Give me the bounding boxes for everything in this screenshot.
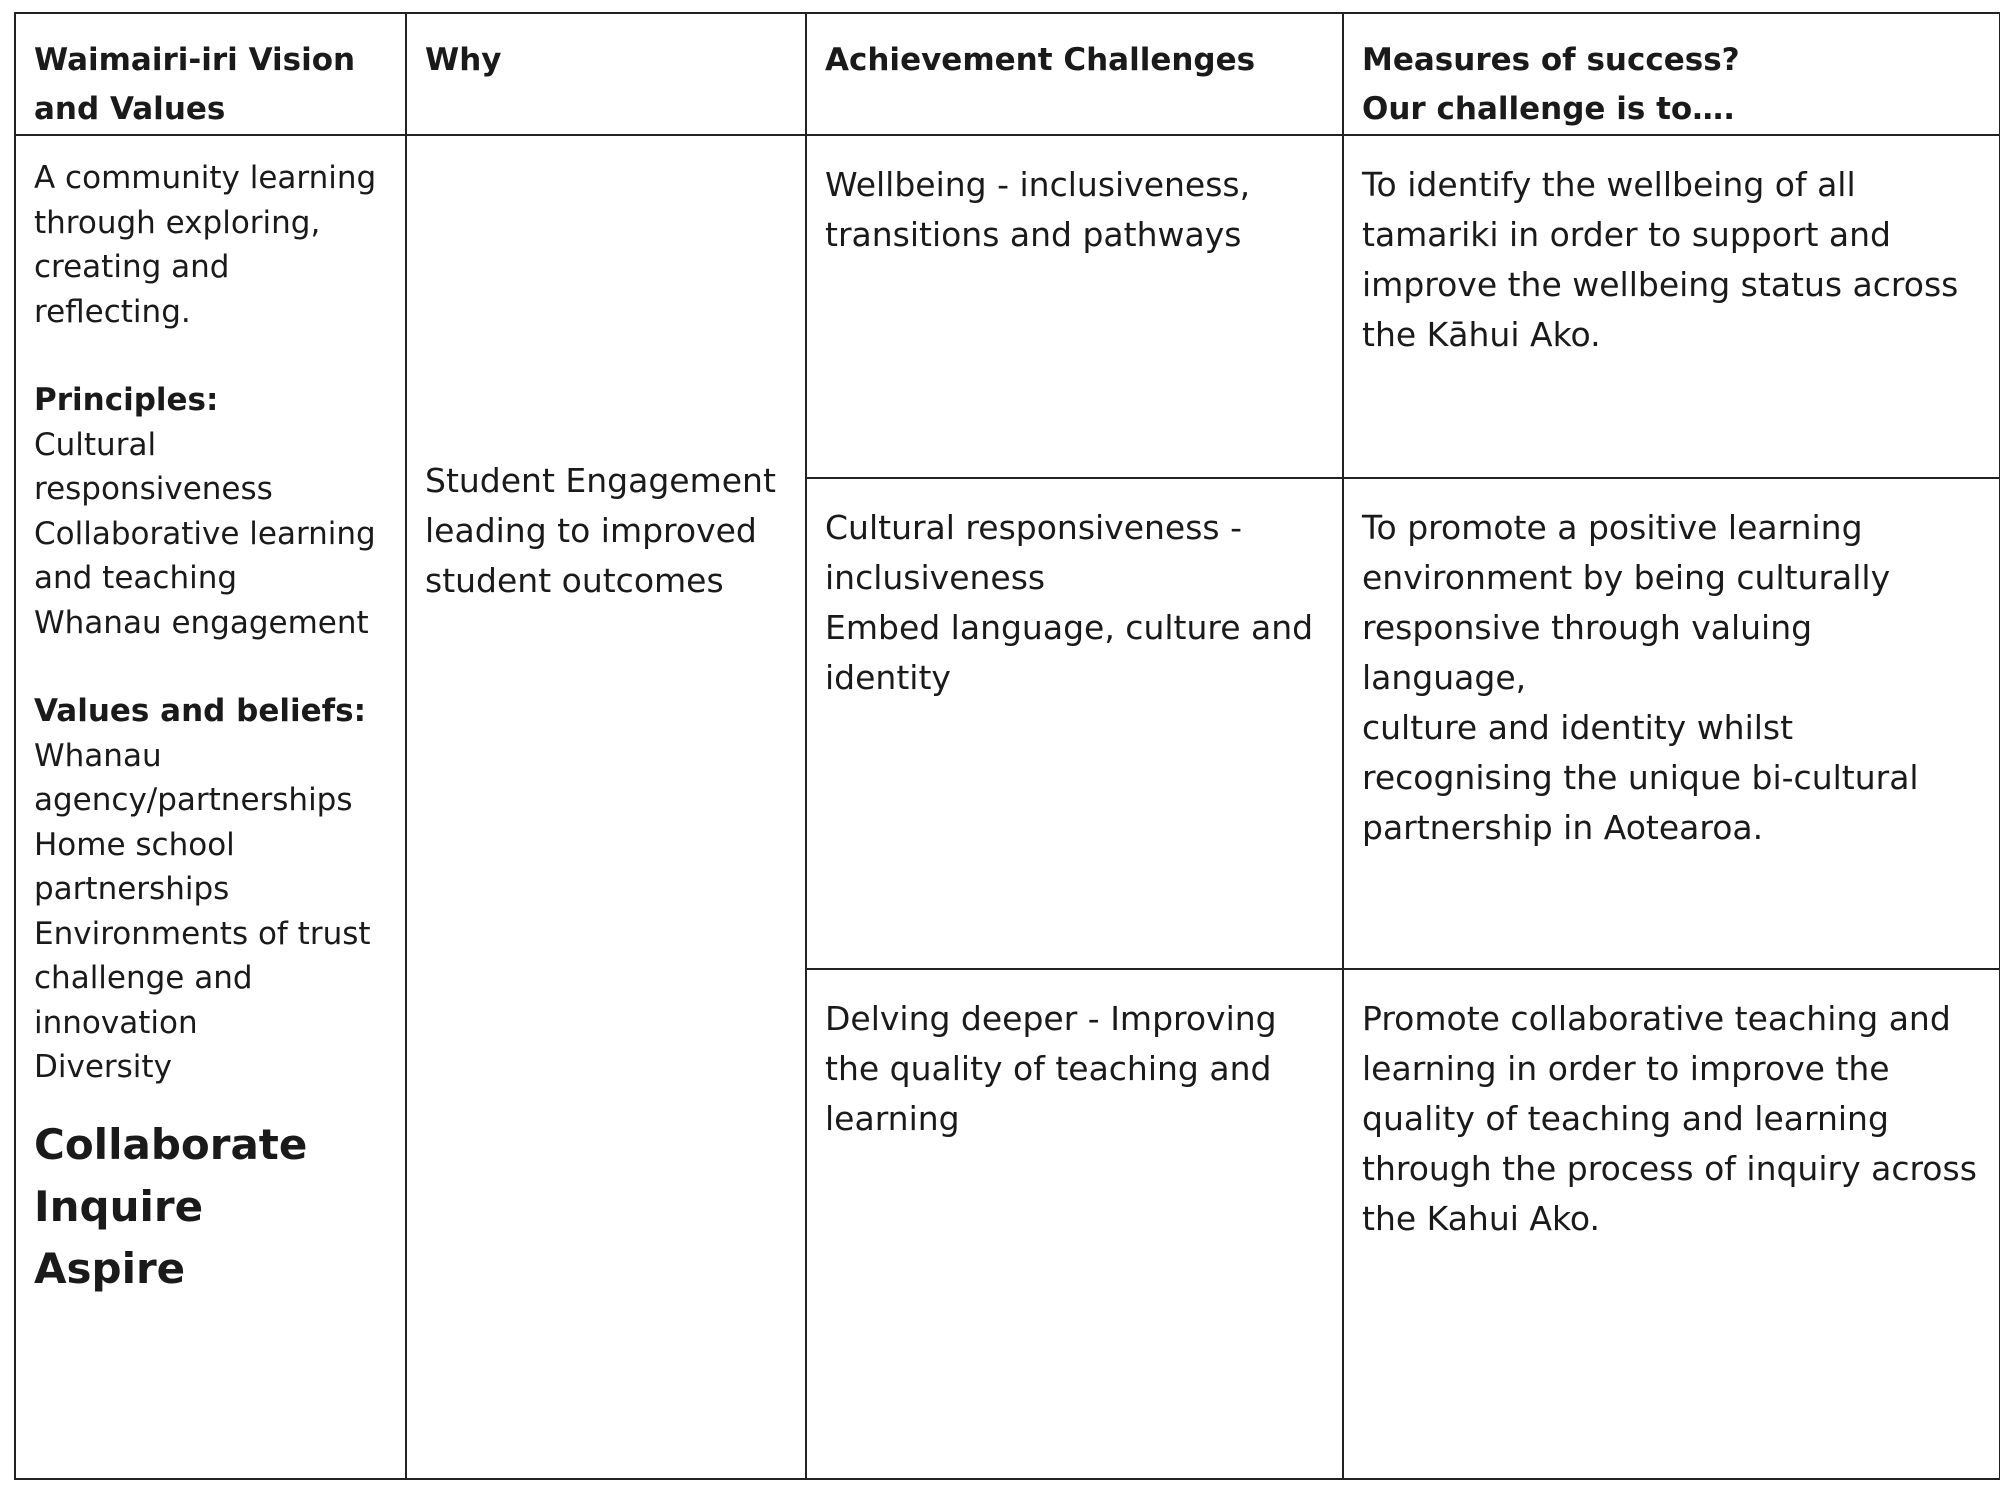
principle-line: Whanau engagement: [34, 604, 369, 641]
measure-line: environment by being culturally: [1362, 558, 1891, 597]
vision-statement-line: through exploring,: [34, 204, 321, 241]
measure-cell: [1343, 478, 2000, 969]
measure-line: recognising the unique bi-cultural: [1362, 758, 1919, 797]
measure-line: To identify the wellbeing of all: [1362, 165, 1856, 204]
measure-line: To promote a positive learning: [1362, 508, 1863, 547]
table-row: [15, 135, 2000, 478]
principle-line: Collaborative learning: [34, 515, 376, 552]
principles-section: [34, 378, 387, 645]
header-row: [15, 13, 2000, 135]
value-line: Whanau: [34, 737, 162, 774]
challenge-line: identity: [825, 658, 951, 697]
measure-cell: [1343, 969, 2000, 1479]
measure-line: the Kahui Ako.: [1362, 1199, 1601, 1238]
challenge-line: Wellbeing - inclusiveness,: [825, 165, 1251, 204]
vision-statement: [34, 156, 387, 334]
challenge-line: inclusiveness: [825, 558, 1046, 597]
challenge-line: Embed language, culture and: [825, 608, 1314, 647]
why-line: leading to improved: [425, 511, 757, 550]
header-vision-line: Waimairi-iri Vision: [34, 42, 356, 78]
measure-line: through the process of inquiry across: [1362, 1149, 1977, 1188]
vision-statement-line: creating and reflecting.: [34, 249, 230, 330]
challenge-cell: [806, 478, 1343, 969]
header-measures-line: Measures of success?: [1362, 42, 1740, 78]
why-line: Student Engagement: [425, 461, 776, 500]
value-line: Home school: [34, 826, 235, 863]
principle-line: and teaching: [34, 560, 238, 596]
challenge-cell: [806, 135, 1343, 478]
why-cell: [406, 135, 806, 1479]
challenge-line: transitions and pathways: [825, 215, 1242, 254]
value-line: challenge and: [34, 960, 253, 996]
success-table: [14, 12, 2000, 1480]
challenge-line: learning: [825, 1099, 960, 1138]
vision-statement-line: A community learning: [34, 160, 377, 196]
header-challenges-label: Achievement Challenges: [825, 42, 1256, 78]
value-line: partnerships: [34, 871, 230, 907]
measure-line: partnership in Aotearoa.: [1362, 808, 1764, 847]
header-vision: [15, 13, 406, 135]
values-section: [34, 689, 387, 1090]
measure-line: Promote collaborative teaching and: [1362, 999, 1951, 1038]
measure-line: tamariki in order to support and: [1362, 215, 1891, 254]
principle-line: responsiveness: [34, 471, 273, 507]
motto-line: Collaborate: [34, 1119, 308, 1169]
value-line: Diversity: [34, 1049, 172, 1085]
motto-line: Inquire: [34, 1181, 204, 1231]
principle-line: Cultural: [34, 426, 157, 463]
measure-line: improve the wellbeing status across: [1362, 265, 1959, 304]
measure-line: culture and identity whilst: [1362, 708, 1794, 747]
value-line: agency/partnerships: [34, 782, 353, 818]
header-why: [406, 13, 806, 135]
challenge-cell: [806, 969, 1343, 1479]
values-heading: Values and beliefs:: [34, 693, 366, 729]
header-measures-line: Our challenge is to….: [1362, 91, 1735, 127]
measure-line: quality of teaching and learning: [1362, 1099, 1889, 1138]
header-why-label: Why: [425, 42, 502, 78]
header-challenges: [806, 13, 1343, 135]
vision-values-cell: [15, 135, 406, 1479]
principles-heading: Principles:: [34, 382, 219, 418]
motto: [34, 1114, 387, 1300]
measure-cell: [1343, 135, 2000, 478]
why-line: student outcomes: [425, 561, 724, 600]
challenge-line: the quality of teaching and: [825, 1049, 1272, 1088]
motto-line: Aspire: [34, 1243, 186, 1293]
measure-line: the Kāhui Ako.: [1362, 315, 1601, 354]
measure-line: learning in order to improve the: [1362, 1049, 1890, 1088]
value-line: innovation: [34, 1004, 198, 1041]
value-line: Environments of trust: [34, 915, 371, 952]
header-measures: [1343, 13, 2000, 135]
challenge-line: Cultural responsiveness -: [825, 508, 1243, 547]
measure-line: responsive through valuing language,: [1362, 608, 1813, 697]
header-vision-line: and Values: [34, 91, 226, 127]
challenge-line: Delving deeper - Improving: [825, 999, 1277, 1038]
